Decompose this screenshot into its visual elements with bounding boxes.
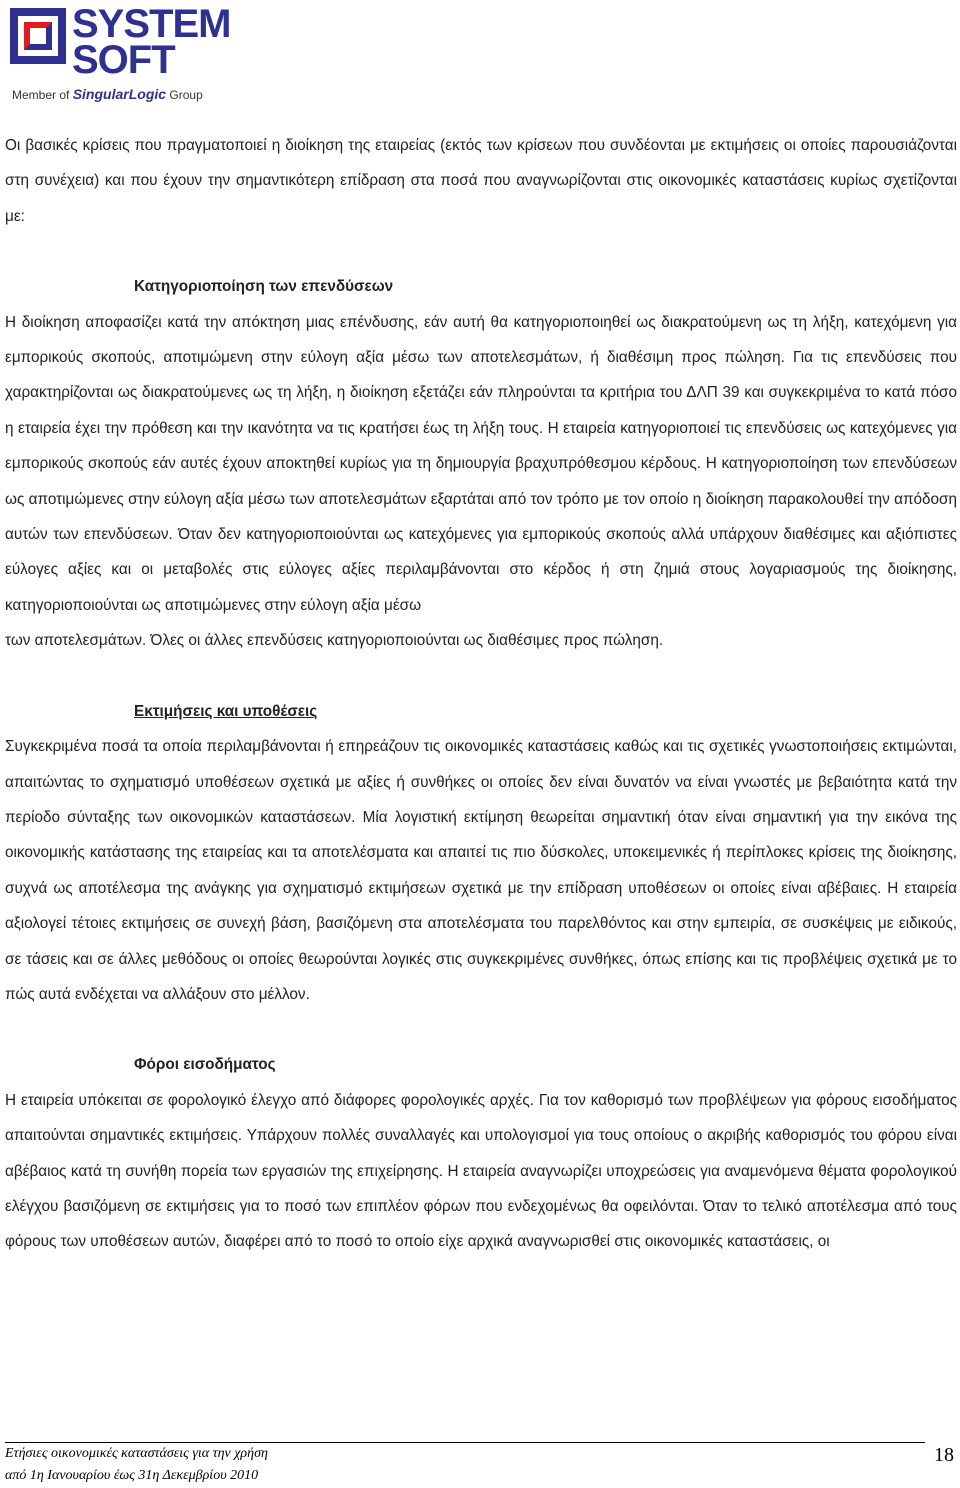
section-body-classification-tail: των αποτελεσμάτων. Όλες οι άλλες επενδύσεις κατηγοριοποιούνται ως διαθέσιμες προς πώληση. [5, 632, 664, 650]
footer-period: από 1η Ιανουαρίου έως 31η Δεκεμβρίου 2010 [5, 1468, 259, 1483]
intro-paragraph: Οι βασικές κρίσεις που πραγματοποιεί η διοίκηση της εταιρείας (εκτός των κρίσεων που συνδέονται με εκτιμήσεις οι οποίες παρουσιάζονται στη συνέχεια) και που έχουν την σημαντικότερη επίδραση στα ποσά που αναγνωρίζονται στις οικονομικές καταστάσεις κυρίως σχετίζονται με: [5, 137, 957, 225]
section-body-estimates: Συγκεκριμένα ποσά τα οποία περιλαμβάνονται ή επηρεάζουν τις οικονομικές καταστάσεις καθώς και τις σχετικές γνωστοποιήσεις εκτιμώνται, απαιτώντας το σχηματισμό υποθέσεων σχετικά με αξίες ή συνθήκες οι οποίες δεν είναι δυνατόν να είναι γνωστές με βεβαιότητα κατά την περίοδο σύνταξης των οικονομικών καταστάσεων. Μία λογιστική εκτίμηση θεωρείται σημαντική όταν είναι σημαντική για την εικόνα της οικονομικής κατάστασης της εταιρείας και τα αποτελέσματα και απαιτεί τις πιο δύσκολες, υποκειμενικές ή περίπλοκες κρίσεις της διοίκησης, συχνά ως αποτέλεσμα της ανάγκης για σχηματισμό εκτιμήσεων σχετικά με την επίδραση υποθέσεων οι οποίες είναι αβέβαιες. Η εταιρεία αξιολογεί τέτοιες εκτιμήσεις σε συνεχή βάση, βασιζόμενη στα αποτελέσματα του παρελθόντος και στην εμπειρία, σε συσκέψεις με ειδικούς, σε τάσεις και σε άλλες μεθόδους οι οποίες θεωρούνται λογικές στις συγκεκριμένες συνθήκες, όπως επίσης και τις προβλέψεις σχετικά με το πώς αυτά ενδέχεται να αλλάξουν στο μέλλον. [5, 738, 957, 1003]
document-body [5, 128, 957, 1260]
systemsoft-logo-mark-icon [10, 8, 66, 64]
logo-brand-line2: SOFT [72, 38, 175, 82]
section-heading-income-tax: Φόροι εισοδήματος [134, 1056, 276, 1074]
logo-member-line [12, 86, 203, 102]
section-body-income-tax: Η εταιρεία υπόκειται σε φορολογικό έλεγχο από διάφορες φορολογικές αρχές. Για τον καθορισμό των προβλέψεων για φόρους εισοδήματος απαιτούνται σημαντικές εκτιμήσεις. Υπάρχουν πολλές συναλλαγές και υπολογισμοί για τους οποίους ο ακριβής καθορισμός του φόρου είναι αβέβαιος κατά τη συνήθη πορεία των εργασιών της επιχείρησης. Η εταιρεία αναγνωρίζει υποχρεώσεις για αναμενόμενα θέματα φορολογικού ελέγχου βασιζόμενη σε εκτιμήσεις για το ποσό των επιπλέον φόρων που ενδεχομένως θα οφειλόνται. Όταν το τελικό αποτέλεσμα από τους φόρους των υποθέσεων αυτών, διαφέρει από το ποσό το οποίο είχε αρχικά αναγνωρισθεί στις οικονομικές καταστάσεις, οι [5, 1091, 957, 1251]
section-body-classification: Η διοίκηση αποφασίζει κατά την απόκτηση μιας επένδυσης, εάν αυτή θα κατηγοριοποιηθεί ως διακρατούμενη ως τη λήξη, κατεχόμενη για εμπορικούς σκοπούς, αποτιμώμενη στην εύλογη αξία μέσω των αποτελεσμάτων, ή διαθέσιμη προς πώληση. Για τις επενδύσεις που χαρακτηρίζονται ως διακρατούμενες ως τη λήξη, η διοίκηση εξετάζει εάν πληρούνται τα κριτήρια του ΔΛΠ 39 και συγκεκριμένα το κατά πόσο η εταιρεία έχει την πρόθεση και την ικανότητα να τις κρατήσει έως τη λήξη τους. Η εταιρεία κατηγοριοποιεί τις επενδύσεις ως κατεχόμενες για εμπορικούς σκοπούς εάν αυτές έχουν αποκτηθεί κυρίως για τη δημιουργία βραχυπρόθεσμου κέρδους. Η κατηγοριοποίηση των επενδύσεων ως αποτιμώμενες στην εύλογη αξία μέσω των αποτελεσμάτων εξαρτάται από τον τρόπο με τον οποίο η διοίκηση παρακολουθεί την απόδοση αυτών των επενδύσεων. Όταν δεν κατηγοριοποιούνται ως κατεχόμενες για εμπορικούς σκοπούς αλλά υπάρχουν διαθέσιμες και αξιόπιστες εύλογες αξίες και οι μεταβολές στις εύλογες αξίες περιλαμβάνονται στο κέρδος ή στη ζημιά στους λογαριασμούς της διοίκησης, κατηγοριοποιούνται ως αποτιμώμενες στην εύλογη αξία μέσω [5, 313, 957, 614]
logo-brand-line1: SYSTEM [72, 2, 231, 46]
logo-member-suffix: Group [169, 88, 203, 102]
page-number: 18 [934, 1444, 954, 1466]
company-logo [10, 2, 240, 106]
logo-member-company: SingularLogic [72, 86, 167, 102]
footer-divider [5, 1442, 925, 1443]
section-heading-classification: Κατηγοριοποίηση των επενδύσεων [134, 278, 394, 296]
section-heading-estimates: Εκτιμήσεις και υποθέσεις [134, 702, 318, 720]
logo-member-prefix: Member of [12, 88, 70, 102]
footer-title: Ετήσιες οικονομικές καταστάσεις για την χρήση [5, 1446, 268, 1461]
